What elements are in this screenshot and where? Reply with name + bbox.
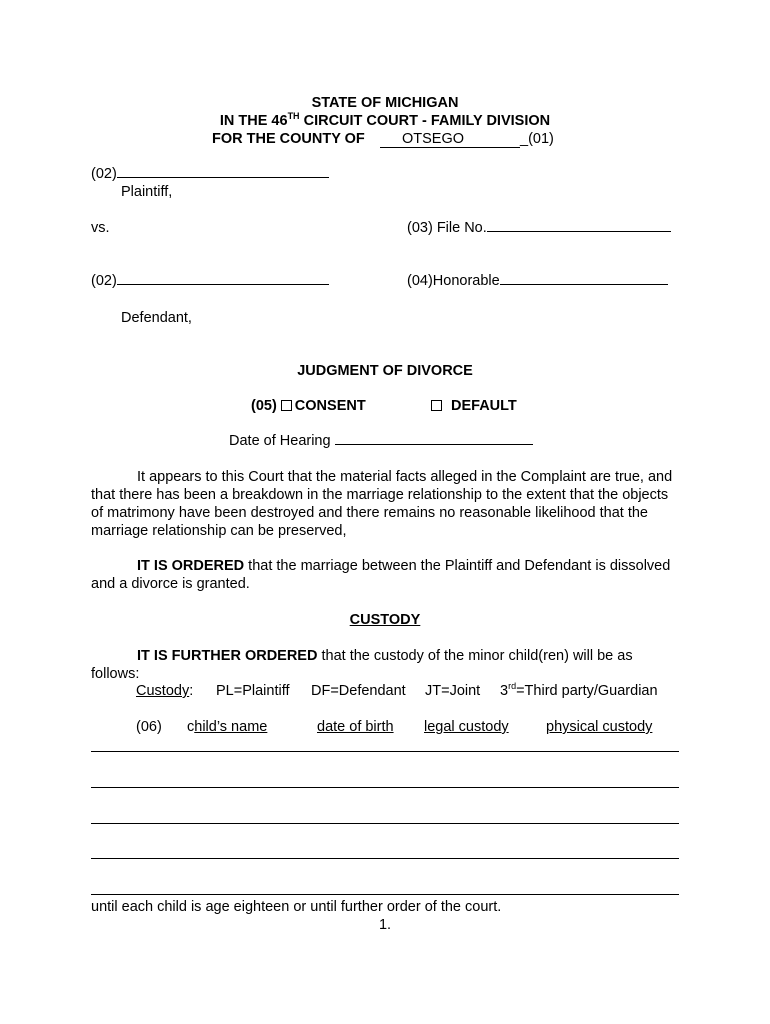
child-entry-line[interactable] bbox=[91, 751, 679, 752]
legend-label: Custody bbox=[136, 683, 190, 699]
legend-third-party bbox=[500, 681, 658, 699]
court-prefix: IN THE 46 bbox=[219, 113, 288, 129]
county-value: OTSEGO bbox=[380, 132, 520, 148]
order-text: that the marriage between the Plaintiff and Defendant is dissolved and a divorce is granted. bbox=[91, 558, 671, 592]
defendant-name-blank[interactable] bbox=[117, 283, 329, 285]
defendant-field[interactable] bbox=[91, 274, 329, 289]
legend-df: DF=Defendant bbox=[311, 683, 406, 699]
court-heading bbox=[0, 111, 770, 129]
col-child-first: c bbox=[187, 719, 195, 735]
legend-jt: JT=Joint bbox=[425, 683, 481, 699]
custody-closing: until each child is age eighteen or until further order of the court. bbox=[91, 899, 502, 915]
default-checkbox[interactable] bbox=[431, 400, 442, 411]
table-code: (06) bbox=[136, 719, 162, 735]
judgment-type bbox=[251, 399, 366, 414]
order-paragraph bbox=[91, 557, 681, 593]
child-entry-line[interactable] bbox=[91, 823, 679, 824]
child-entry-line[interactable] bbox=[91, 787, 679, 788]
child-entry-line[interactable] bbox=[91, 858, 679, 859]
vs-label: vs. bbox=[91, 220, 110, 236]
county-code: _(01) bbox=[520, 131, 554, 147]
consent-checkbox[interactable] bbox=[281, 400, 292, 411]
consent-label: CONSENT bbox=[294, 398, 366, 414]
legend-pl: PL=Plaintiff bbox=[216, 683, 290, 699]
custody-order-lead: IT IS FURTHER ORDERED bbox=[137, 648, 318, 664]
plaintiff-code: (02) bbox=[91, 166, 117, 182]
plaintiff-field[interactable] bbox=[91, 167, 329, 182]
default-label: DEFAULT bbox=[451, 398, 517, 414]
custody-heading: CUSTODY bbox=[349, 612, 421, 628]
custody-legend bbox=[136, 684, 193, 699]
honorable-blank[interactable] bbox=[500, 283, 668, 285]
plaintiff-label: Plaintiff, bbox=[121, 184, 173, 200]
defendant-code: (02) bbox=[91, 273, 117, 289]
findings-paragraph bbox=[91, 468, 681, 540]
county-label: FOR THE COUNTY OF bbox=[212, 131, 365, 147]
defendant-label: Defendant, bbox=[121, 310, 192, 326]
column-header-legal-custody: legal custody bbox=[424, 719, 509, 735]
column-header-physical-custody: physical custody bbox=[546, 719, 653, 735]
county-heading bbox=[212, 132, 365, 147]
column-header-child-name bbox=[187, 720, 267, 735]
legend-3rd-num: 3 bbox=[500, 683, 509, 699]
default-option bbox=[427, 399, 517, 414]
file-no-field[interactable] bbox=[407, 221, 671, 236]
file-no-blank[interactable] bbox=[487, 230, 671, 232]
hearing-date-field[interactable] bbox=[229, 434, 533, 449]
state-heading: STATE OF MICHIGAN bbox=[311, 95, 459, 111]
legend-3rd-sup: rd bbox=[508, 681, 517, 691]
legend-colon: : bbox=[189, 683, 194, 699]
court-ordinal: TH bbox=[287, 111, 300, 121]
judgment-type-code: (05) bbox=[251, 398, 277, 414]
judgment-title: JUDGMENT OF DIVORCE bbox=[297, 363, 473, 379]
custody-order-paragraph bbox=[91, 647, 681, 683]
file-no-label: (03) File No. bbox=[407, 220, 487, 236]
county-field[interactable] bbox=[380, 132, 554, 148]
honorable-label: (04)Honorable bbox=[407, 273, 500, 289]
custody-order-text: that the custody of the minor child(ren) will be as follows: bbox=[91, 648, 633, 682]
order-lead: IT IS ORDERED bbox=[137, 558, 245, 574]
child-entry-line[interactable] bbox=[91, 894, 679, 895]
page-number: 1. bbox=[378, 917, 392, 933]
court-suffix: CIRCUIT COURT - FAMILY DIVISION bbox=[299, 113, 551, 129]
column-header-date-of-birth: date of birth bbox=[317, 719, 394, 735]
legend-3rd-text: =Third party/Guardian bbox=[516, 683, 658, 699]
honorable-field[interactable] bbox=[407, 274, 668, 289]
col-child-rest: hild’s name bbox=[194, 719, 268, 735]
plaintiff-name-blank[interactable] bbox=[117, 176, 329, 178]
hearing-date-label: Date of Hearing bbox=[229, 433, 331, 449]
hearing-date-blank[interactable] bbox=[335, 443, 533, 445]
findings-text: It appears to this Court that the material facts alleged in the Complaint are true, and that there has been a breakdown in the marriage relationship to the extent that the objects of matrimony have been destroyed and there remains no reasonable likelihood that the marriage relationship can be preserved, bbox=[91, 469, 673, 539]
